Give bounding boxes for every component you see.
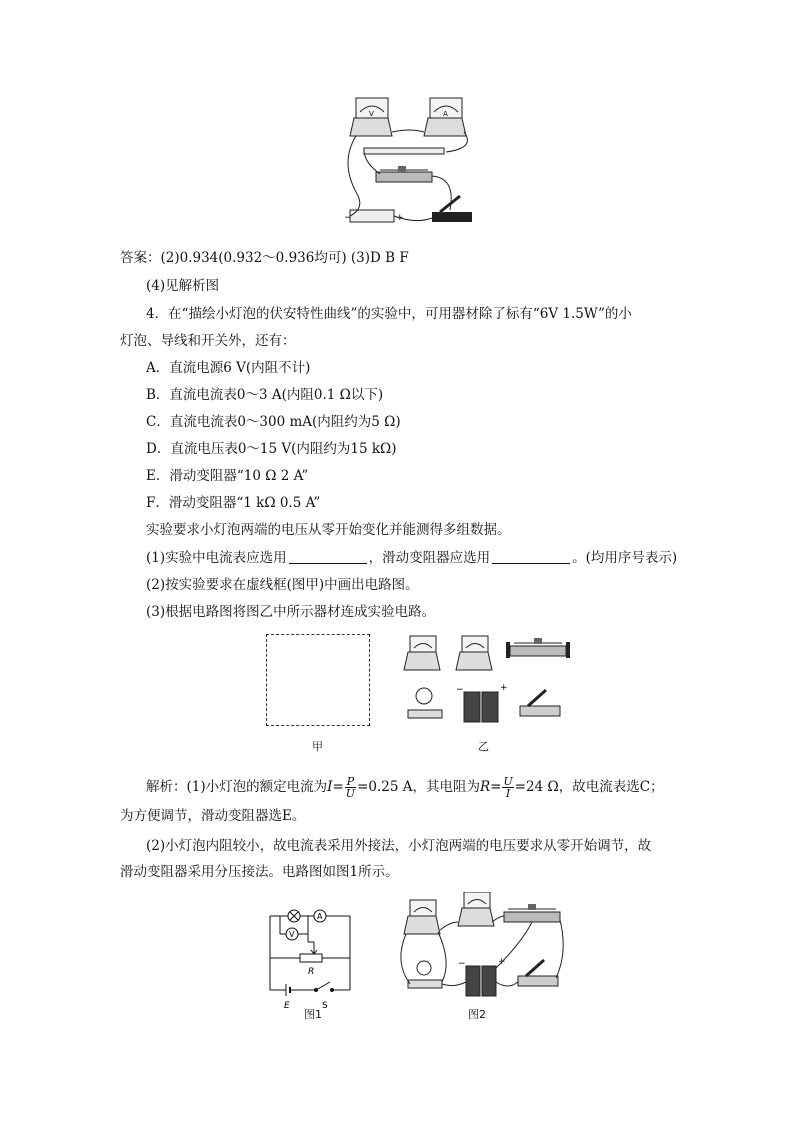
voltmeter-icon (404, 636, 440, 670)
svg-text:V: V (369, 110, 374, 118)
rheostat-icon (504, 904, 560, 922)
svg-text:−: − (456, 685, 464, 695)
svg-text:A: A (317, 912, 323, 921)
switch-icon (432, 196, 472, 222)
solution-text-1a: 解析：(1)小灯泡的额定电流为 (146, 779, 328, 795)
ammeter-icon (458, 892, 494, 926)
figure-yi-apparatus (402, 634, 574, 730)
figure-2-caption: 图2 (468, 1008, 486, 1021)
svg-text:R: R (308, 967, 315, 977)
rheostat-icon (506, 638, 570, 658)
figure-yi-caption: 乙 (478, 740, 489, 753)
solution-paragraph-1 (146, 775, 706, 799)
voltmeter-symbol-icon (286, 928, 298, 940)
figure-1-caption: 图1 (304, 1008, 322, 1021)
solution-paragraph-2-cont: 滑动变阻器采用分压接法。电路图如图1所示。 (120, 864, 399, 880)
solution-text-1c: =24 Ω，故电流表选C； (514, 779, 664, 795)
option-c: C．直流电流表0～300 mA(内阻约为5 Ω) (146, 414, 401, 430)
equals-sign: = (490, 779, 502, 795)
lamp-icon (408, 961, 442, 988)
lamp-icon (408, 688, 442, 718)
question-4-intro-1: 4．在“描绘小灯泡的伏安特性曲线”的实验中，可用器材除了标有“6V 1.5W”的小 (146, 306, 632, 322)
subquestion-1-part-a: (1)实验中电流表应选用 (146, 550, 287, 566)
option-a: A．直流电源6 V(内阻不计) (146, 360, 311, 376)
ammeter-icon (424, 98, 466, 136)
voltmeter-icon (404, 900, 440, 934)
lamp-symbol-icon (288, 910, 300, 922)
battery-symbol-icon (284, 984, 290, 1011)
fraction-u-over-i: $\frac{U}{I}$ (503, 775, 513, 800)
svg-text:V: V (289, 930, 295, 939)
svg-text:S: S (322, 1001, 328, 1011)
subquestion-2: (2)按实验要求在虚线框(图甲)中画出电路图。 (146, 577, 419, 593)
resistance-wire-icon (364, 148, 444, 154)
symbol-resistance: R (479, 779, 491, 795)
svg-text:+: + (396, 213, 404, 223)
option-b: B．直流电流表0～3 A(内阻0.1 Ω以下) (146, 387, 384, 403)
option-f: F．滑动变阻器“1 kΩ 0.5 A” (146, 495, 321, 511)
question-4-intro-2: 灯泡、导线和开关外，还有： (120, 333, 296, 349)
requirement-text: 实验要求小灯泡两端的电压从零开始变化并能测得多组数据。 (146, 522, 511, 538)
wired-apparatus-figure-2 (392, 892, 568, 1004)
answer-blank-ammeter[interactable] (289, 549, 367, 564)
svg-text:+: + (500, 683, 508, 693)
circuit-diagram-figure-1 (262, 906, 358, 1012)
battery-icon (458, 957, 506, 996)
battery-icon (456, 683, 508, 722)
solution-paragraph-1-cont: 为方便调节，滑动变阻器选E。 (120, 808, 306, 824)
figure-jia-caption: 甲 (312, 740, 323, 753)
ammeter-icon (456, 636, 492, 670)
symbol-current: I (327, 779, 333, 795)
subquestion-3: (3)根据电路图将图乙中所示器材连成实验电路。 (146, 604, 436, 620)
equals-sign: = (332, 779, 344, 795)
answer-line-1: 答案：(2)0.934(0.932～0.936均可) (3)D B F (120, 250, 409, 266)
switch-icon (520, 690, 560, 716)
voltmeter-icon (350, 98, 392, 136)
answer-line-2: (4)见解析图 (146, 278, 220, 294)
subquestion-1-part-c: 。(均用序号表示) (572, 550, 678, 566)
option-d: D．直流电压表0～15 V(内阻约为15 kΩ) (146, 441, 397, 457)
option-e: E．滑动变阻器“10 Ω 2 A” (146, 468, 309, 484)
svg-text:−: − (344, 213, 352, 223)
circuit-drawing-box[interactable] (266, 634, 370, 726)
switch-icon (518, 960, 558, 986)
svg-text:A: A (443, 110, 448, 118)
solution-paragraph-2: (2)小灯泡内阻较小，故电流表采用外接法，小灯泡两端的电压要求从零开始调节，故 (146, 838, 652, 854)
svg-text:E: E (284, 1001, 290, 1011)
top-apparatus-figure (336, 92, 484, 232)
svg-text:−: − (458, 959, 466, 969)
rheostat-symbol-icon (300, 954, 322, 977)
fraction-p-over-u: $\frac{P}{U}$ (345, 775, 356, 800)
solution-text-1b: =0.25 A，其电阻为 (357, 779, 480, 795)
subquestion-1-part-b: ，滑动变阻器应选用 (368, 550, 491, 566)
ammeter-symbol-icon (314, 910, 326, 922)
rheostat-icon (376, 166, 432, 182)
subquestion-1 (146, 548, 706, 568)
svg-text:+: + (498, 957, 506, 967)
answer-blank-rheostat[interactable] (492, 549, 570, 564)
